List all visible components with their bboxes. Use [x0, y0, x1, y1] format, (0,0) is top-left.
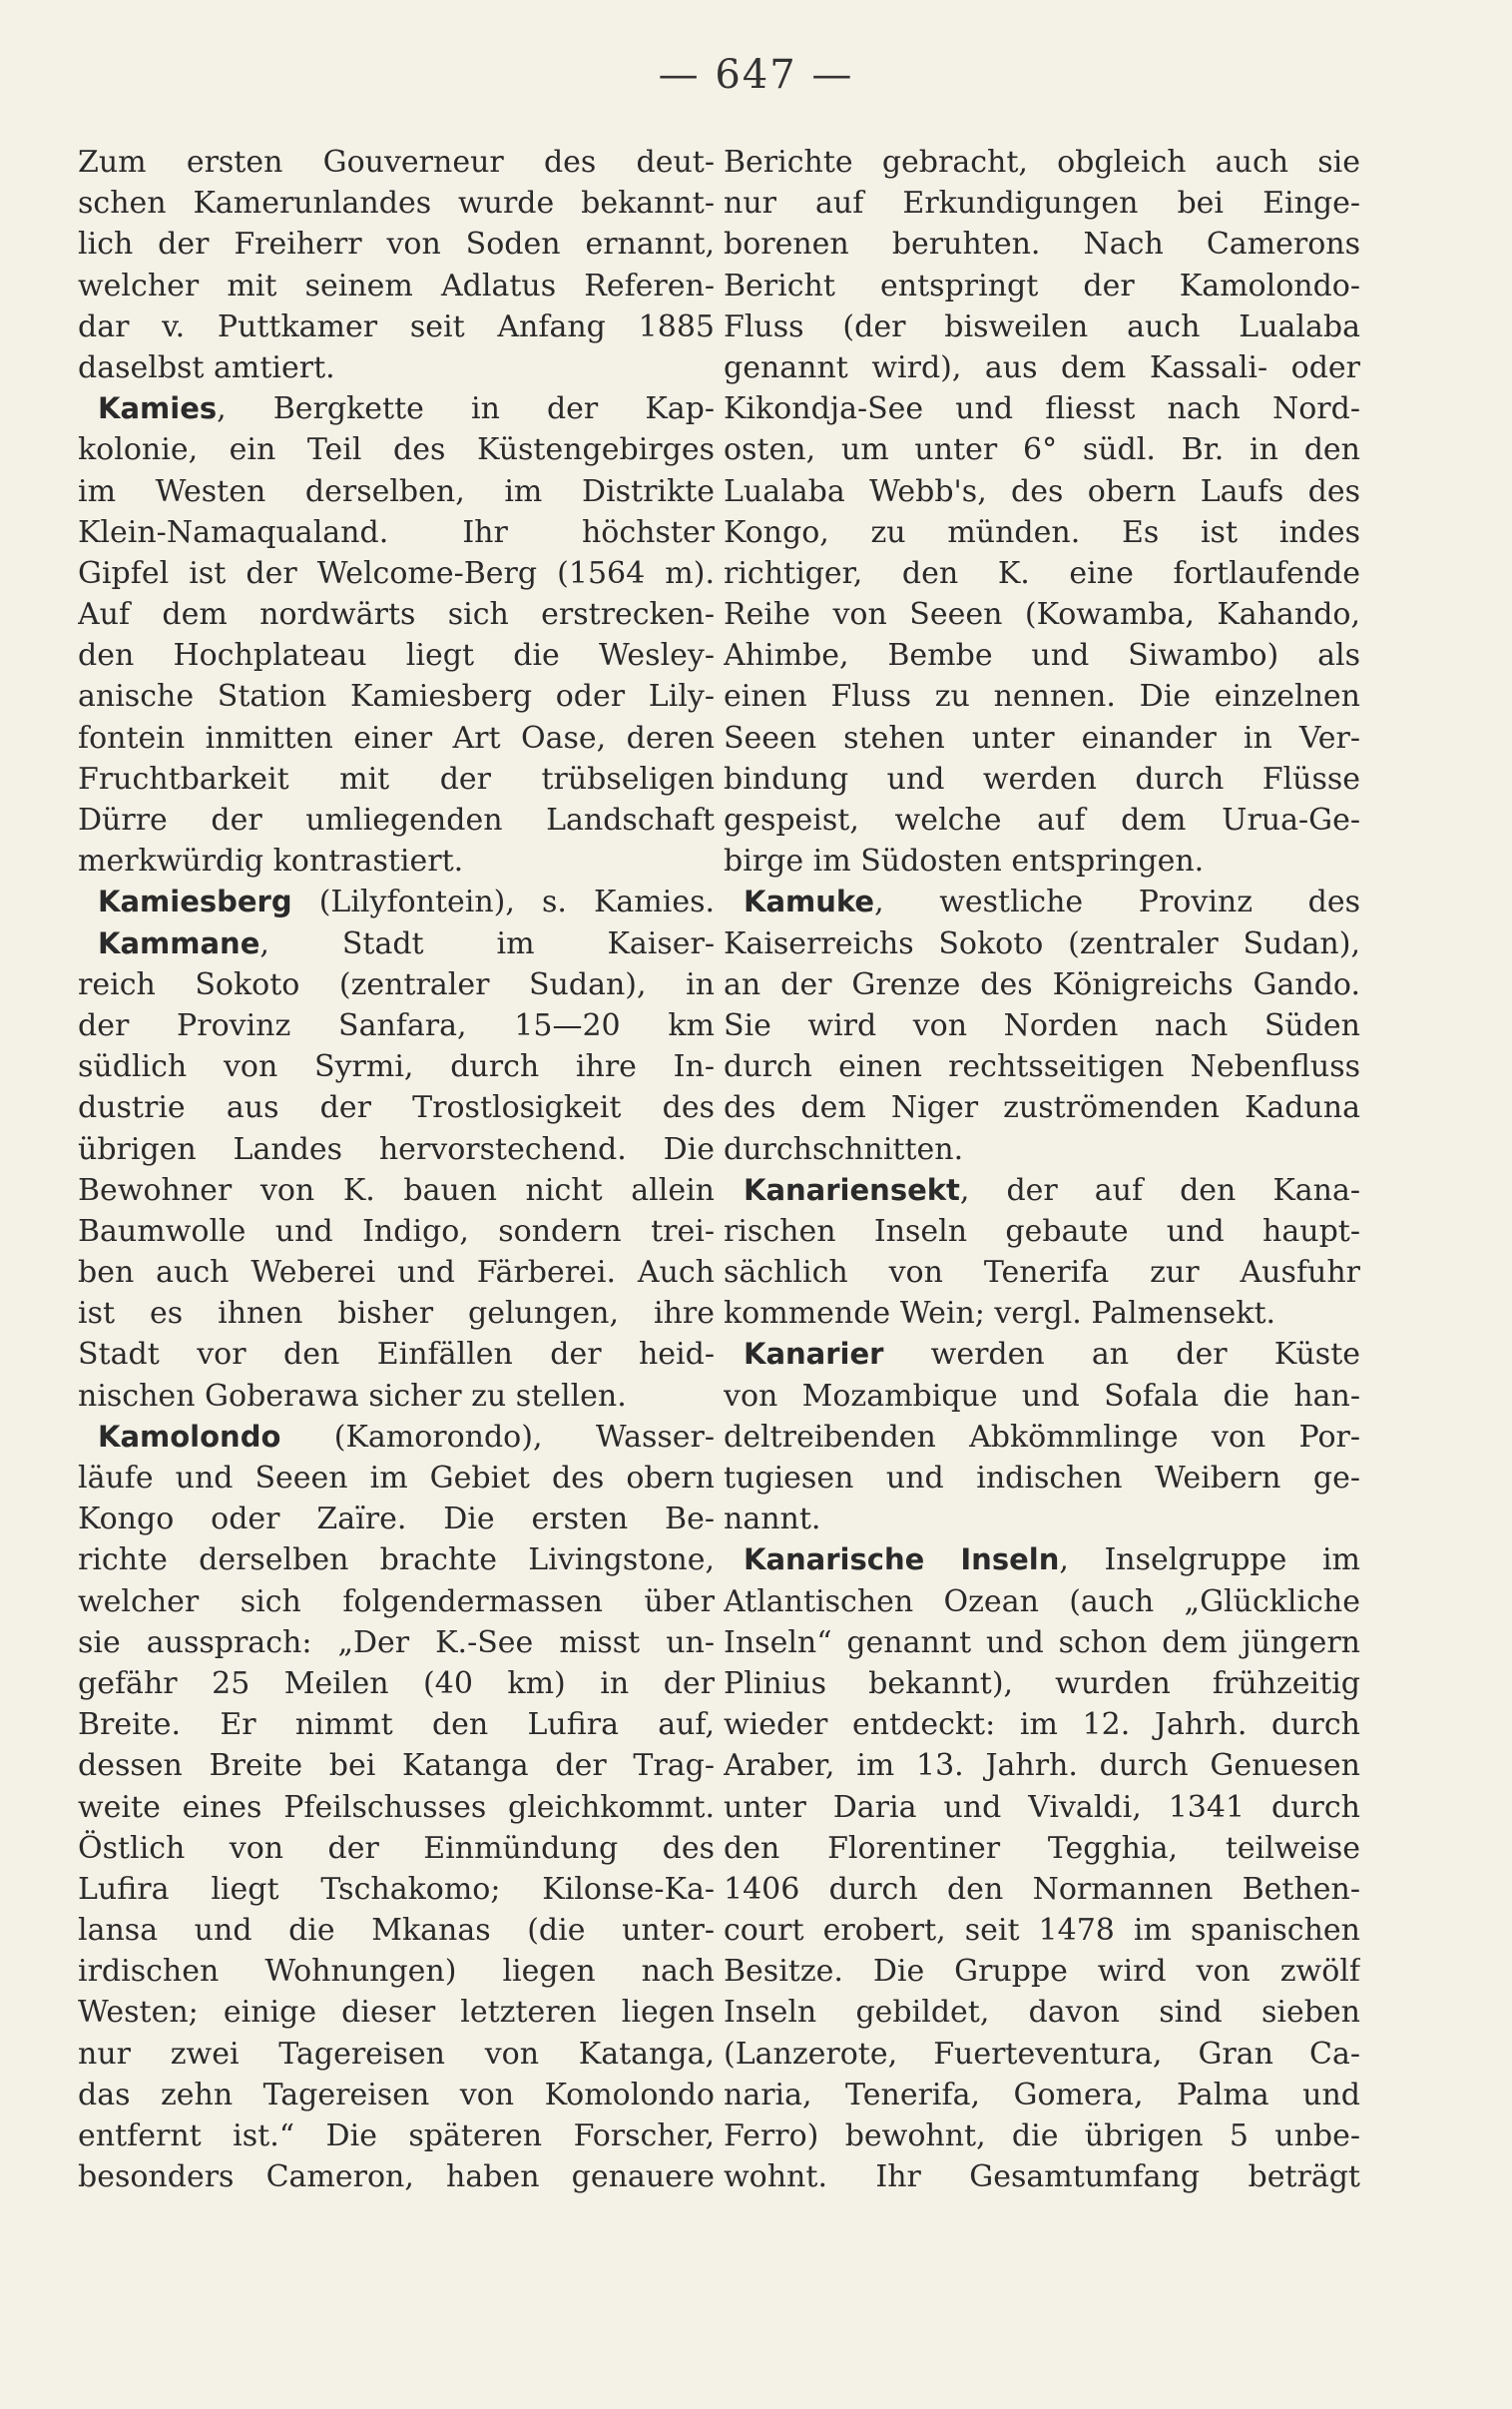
line-text: ist es ihnen bisher gelungen, ihre — [78, 1296, 715, 1332]
text-line — [78, 224, 715, 265]
entry-headword: Kanariensekt — [744, 1172, 960, 1207]
text-line — [78, 512, 715, 553]
text-line — [78, 183, 715, 224]
text-line — [78, 594, 715, 635]
text-line — [724, 635, 1360, 676]
line-text: reich Sokoto (zentraler Sudan), in — [78, 966, 715, 1002]
text-line — [78, 142, 715, 183]
text-line — [724, 1828, 1360, 1869]
entry-headword: Kanarier — [744, 1337, 884, 1372]
text-line — [78, 1745, 715, 1786]
line-text: Lufira liegt Tschakomo; Kilonse-Ka- — [78, 1871, 715, 1907]
line-text: besonders Cameron, haben genauere — [78, 2159, 715, 2195]
text-line — [724, 1869, 1360, 1910]
text-line — [724, 1704, 1360, 1745]
text-line — [78, 635, 715, 676]
line-text: Zum ersten Gouverneur des deut- — [78, 145, 715, 180]
text-line — [724, 1622, 1360, 1663]
line-text: osten, um unter 6° südl. Br. in den — [724, 432, 1360, 468]
line-text: Besitze. Die Gruppe wird von zwölf — [724, 1954, 1360, 1990]
text-line — [78, 1170, 715, 1211]
text-line — [78, 759, 715, 800]
text-line — [78, 1992, 715, 2033]
line-text: Reihe von Seeen (Kowamba, Kahando, — [724, 597, 1360, 633]
text-line — [724, 1910, 1360, 1951]
line-text: richte derselben brachte Livingstone, — [78, 1542, 715, 1578]
line-text: welcher sich folgendermassen über — [78, 1583, 715, 1619]
line-text: der Provinz Sanfara, 15—20 km — [78, 1007, 715, 1043]
text-line — [78, 2156, 715, 2197]
text-line — [78, 1005, 715, 1046]
text-line — [724, 347, 1360, 388]
line-text: Berichte gebracht, obgleich auch sie — [724, 145, 1360, 180]
entry-headword: Kamolondo — [98, 1419, 281, 1454]
line-text: dustrie aus der Trostlosigkeit des — [78, 1090, 715, 1126]
line-text: einen Fluss zu nennen. Die einzelnen — [724, 679, 1360, 715]
text-line — [724, 2115, 1360, 2156]
line-text: anische Station Kamiesberg oder Lily- — [78, 679, 715, 715]
text-line — [78, 1046, 715, 1087]
line-text: richtiger, den K. eine fortlaufende — [724, 555, 1360, 591]
text-line — [724, 2075, 1360, 2115]
text-line — [78, 2034, 715, 2075]
line-text: tugiesen und indischen Weibern ge- — [724, 1461, 1360, 1496]
text-line — [78, 1087, 715, 1128]
text-line — [78, 800, 715, 841]
line-text: gespeist, welche auf dem Urua-Ge- — [724, 803, 1360, 838]
text-line — [78, 553, 715, 594]
text-line — [78, 471, 715, 512]
text-line — [78, 1129, 715, 1170]
line-text: dar v. Puttkamer seit Anfang 1885 — [78, 308, 715, 344]
text-line — [78, 1828, 715, 1869]
text-line — [78, 1663, 715, 1704]
text-line — [78, 1787, 715, 1828]
line-text: Bewohner von K. bauen nicht allein — [78, 1172, 715, 1208]
text-line — [724, 800, 1360, 841]
text-line — [724, 183, 1360, 224]
line-text: daselbst amtiert. — [78, 349, 335, 385]
line-text: Fluss (der bisweilen auch Lualaba — [724, 308, 1360, 344]
text-line — [724, 1663, 1360, 1704]
line-text: kolonie, ein Teil des Küstengebirges — [78, 432, 715, 468]
text-line — [724, 224, 1360, 265]
text-line — [724, 718, 1360, 759]
line-text: Plinius bekannt), wurden frühzeitig — [724, 1665, 1360, 1701]
text-line — [78, 266, 715, 306]
line-text: weite eines Pfeilschusses gleichkommt. — [78, 1789, 715, 1825]
line-text: court erobert, seit 1478 im spanischen — [724, 1913, 1360, 1949]
text-line — [78, 1869, 715, 1910]
line-text: , der auf den Kana- — [959, 1172, 1360, 1208]
left-column — [78, 142, 715, 2197]
text-line — [724, 1951, 1360, 1992]
line-text: (Kamorondo), Wasser- — [280, 1419, 715, 1455]
text-line — [724, 594, 1360, 635]
line-text: lansa und die Mkanas (die unter- — [78, 1913, 715, 1949]
line-text: durch einen rechtsseitigen Nebenfluss — [724, 1049, 1360, 1085]
line-text: Stadt vor den Einfällen der heid- — [78, 1337, 715, 1373]
text-line — [78, 1293, 715, 1334]
line-text: durchschnitten. — [724, 1131, 964, 1167]
line-text: welcher mit seinem Adlatus Referen- — [78, 268, 715, 303]
text-line — [78, 1951, 715, 1992]
text-line — [724, 388, 1360, 429]
right-column — [724, 142, 1360, 2197]
text-line — [724, 1992, 1360, 2033]
text-line — [724, 1087, 1360, 1128]
line-text: schen Kamerunlandes wurde bekannt- — [78, 186, 715, 222]
text-line — [724, 1046, 1360, 1087]
text-line — [78, 1581, 715, 1622]
line-text: 1406 durch den Normannen Bethen- — [724, 1871, 1360, 1907]
text-line — [78, 2115, 715, 2156]
text-line — [78, 1622, 715, 1663]
line-text: gefähr 25 Meilen (40 km) in der — [78, 1665, 715, 1701]
line-text: Gipfel ist der Welcome-Berg (1564 m). — [78, 555, 715, 591]
text-line — [78, 1704, 715, 1745]
text-line — [78, 964, 715, 1005]
text-line — [724, 1293, 1360, 1334]
text-line — [78, 676, 715, 717]
text-line — [724, 471, 1360, 512]
line-text: Kongo, zu münden. Es ist indes — [724, 514, 1360, 550]
line-text: Baumwolle und Indigo, sondern trei- — [78, 1213, 715, 1249]
line-text: im Westen derselben, im Distrikte — [78, 473, 715, 509]
text-line — [78, 2075, 715, 2115]
text-line — [724, 1334, 1360, 1375]
line-text: sie aussprach: „Der K.-See misst un- — [78, 1624, 715, 1660]
line-text: fontein inmitten einer Art Oase, deren — [78, 720, 715, 756]
page-number: — 647 — — [658, 52, 854, 98]
text-line — [78, 1458, 715, 1499]
line-text: wieder entdeckt: im 12. Jahrh. durch — [724, 1707, 1360, 1743]
line-text: den Hochplateau liegt die Wesley- — [78, 638, 715, 674]
text-line — [724, 1745, 1360, 1786]
text-line — [78, 1910, 715, 1951]
line-text: südlich von Syrmi, durch ihre In- — [78, 1049, 715, 1085]
text-line — [724, 429, 1360, 470]
line-text: merkwürdig kontrastiert. — [78, 844, 464, 880]
text-line — [78, 1417, 715, 1458]
line-text: nur auf Erkundigungen bei Einge- — [724, 186, 1360, 222]
line-text: Auf dem nordwärts sich erstrecken- — [78, 597, 715, 633]
line-text: rischen Inseln gebaute und haupt- — [724, 1213, 1360, 1249]
line-text: (Lilyfontein), s. Kamies. — [291, 885, 715, 920]
line-text: Bericht entspringt der Kamolondo- — [724, 268, 1360, 303]
entry-headword: Kanarische Inseln — [744, 1542, 1060, 1577]
text-line — [724, 1252, 1360, 1293]
line-text: borenen beruhten. Nach Camerons — [724, 227, 1360, 263]
text-line — [78, 306, 715, 347]
text-line — [724, 512, 1360, 553]
text-line — [78, 1252, 715, 1293]
entry-headword: Kamuke — [744, 885, 875, 919]
text-line — [724, 553, 1360, 594]
line-text: sächlich von Tenerifa zur Ausfuhr — [724, 1255, 1360, 1291]
text-line — [724, 964, 1360, 1005]
line-text: ben auch Weberei und Färberei. Auch — [78, 1255, 715, 1291]
text-line — [78, 718, 715, 759]
text-line — [78, 429, 715, 470]
line-text: läufe und Seeen im Gebiet des obern — [78, 1461, 715, 1496]
line-text: , westliche Provinz des — [874, 885, 1360, 920]
line-text: deltreibenden Abkömmlinge von Por- — [724, 1419, 1360, 1455]
text-line — [78, 841, 715, 882]
text-line — [724, 841, 1360, 882]
text-line — [724, 266, 1360, 306]
line-text: Kongo oder Zaïre. Die ersten Be- — [78, 1502, 715, 1537]
line-text: (Lanzerote, Fuerteventura, Gran Ca- — [724, 2036, 1360, 2072]
text-line — [78, 388, 715, 429]
text-line — [724, 759, 1360, 800]
text-line — [724, 676, 1360, 717]
entry-headword: Kamiesberg — [98, 885, 292, 919]
text-line — [78, 1211, 715, 1252]
line-text: wohnt. Ihr Gesamtumfang beträgt — [724, 2159, 1360, 2195]
text-line — [724, 1787, 1360, 1828]
entry-headword: Kammane — [98, 925, 260, 960]
line-text: genannt wird), aus dem Kassali- oder — [724, 349, 1360, 385]
line-text: , Bergkette in der Kap- — [217, 391, 715, 427]
text-line — [724, 1417, 1360, 1458]
line-text: bindung und werden durch Flüsse — [724, 761, 1360, 797]
text-line — [78, 1334, 715, 1375]
line-text: Araber, im 13. Jahrh. durch Genuesen — [724, 1748, 1360, 1784]
line-text: Breite. Er nimmt den Lufira auf, — [78, 1707, 715, 1743]
line-text: Östlich von der Einmündung des — [78, 1830, 715, 1866]
line-text: das zehn Tagereisen von Komolondo — [78, 2077, 715, 2112]
text-line — [724, 2034, 1360, 2075]
text-line — [78, 1539, 715, 1580]
line-text: entfernt ist.“ Die späteren Forscher, — [78, 2118, 715, 2153]
line-text: des dem Niger zuströmenden Kaduna — [724, 1090, 1360, 1126]
text-line — [724, 1499, 1360, 1539]
text-line — [78, 1376, 715, 1417]
text-line — [724, 1170, 1360, 1211]
line-text: von Mozambique und Sofala die han- — [724, 1378, 1360, 1414]
text-line — [724, 1458, 1360, 1499]
line-text: lich der Freiherr von Soden ernannt, — [78, 227, 715, 263]
line-text: nischen Goberawa sicher zu stellen. — [78, 1378, 627, 1414]
line-text: Kikondja-See und fliesst nach Nord- — [724, 391, 1360, 427]
line-text: , Inselgruppe im — [1059, 1542, 1360, 1578]
line-text: , Stadt im Kaiser- — [259, 925, 715, 961]
line-text: Fruchtbarkeit mit der trübseligen — [78, 761, 715, 797]
text-line — [724, 1376, 1360, 1417]
text-line — [78, 347, 715, 388]
line-text: birge im Südosten entspringen. — [724, 844, 1205, 880]
line-text: an der Grenze des Königreichs Gando. — [724, 966, 1360, 1002]
text-line — [78, 882, 715, 922]
text-line — [724, 142, 1360, 183]
line-text: irdischen Wohnungen) liegen nach — [78, 1954, 715, 1990]
line-text: Kaiserreichs Sokoto (zentraler Sudan), — [724, 925, 1360, 961]
line-text: unter Daria und Vivaldi, 1341 durch — [724, 1789, 1360, 1825]
text-line — [724, 2156, 1360, 2197]
line-text: Westen; einige dieser letzteren liegen — [78, 1995, 715, 2031]
line-text: Inseln gebildet, davon sind sieben — [724, 1995, 1360, 2031]
line-text: Seeen stehen unter einander in Ver- — [724, 720, 1360, 756]
text-line — [724, 1539, 1360, 1580]
line-text: Atlantischen Ozean (auch „Glückliche — [724, 1583, 1360, 1619]
line-text: Inseln“ genannt und schon dem jüngern — [724, 1624, 1360, 1660]
line-text: den Florentiner Tegghia, teilweise — [724, 1830, 1360, 1866]
line-text: Lualaba Webb's, des obern Laufs des — [724, 473, 1360, 509]
line-text: naria, Tenerifa, Gomera, Palma und — [724, 2077, 1360, 2112]
text-line — [724, 1005, 1360, 1046]
line-text: kommende Wein; vergl. Palmensekt. — [724, 1296, 1276, 1332]
line-text: Klein-Namaqualand. Ihr höchster — [78, 514, 715, 550]
text-line — [724, 306, 1360, 347]
text-line — [78, 923, 715, 964]
line-text: Ahimbe, Bembe und Siwambo) als — [724, 638, 1360, 674]
text-line — [724, 923, 1360, 964]
line-text: werden an der Küste — [883, 1337, 1360, 1373]
line-text: dessen Breite bei Katanga der Trag- — [78, 1748, 715, 1784]
text-line — [724, 882, 1360, 922]
entry-headword: Kamies — [98, 391, 218, 426]
text-line — [78, 1499, 715, 1539]
line-text: übrigen Landes hervorstechend. Die — [78, 1131, 715, 1167]
text-line — [724, 1129, 1360, 1170]
text-line — [724, 1581, 1360, 1622]
text-line — [724, 1211, 1360, 1252]
line-text: Dürre der umliegenden Landschaft — [78, 803, 715, 838]
line-text: nannt. — [724, 1502, 821, 1537]
line-text: nur zwei Tagereisen von Katanga, — [78, 2036, 715, 2072]
line-text: Sie wird von Norden nach Süden — [724, 1007, 1360, 1043]
line-text: Ferro) bewohnt, die übrigen 5 unbe- — [724, 2118, 1360, 2153]
